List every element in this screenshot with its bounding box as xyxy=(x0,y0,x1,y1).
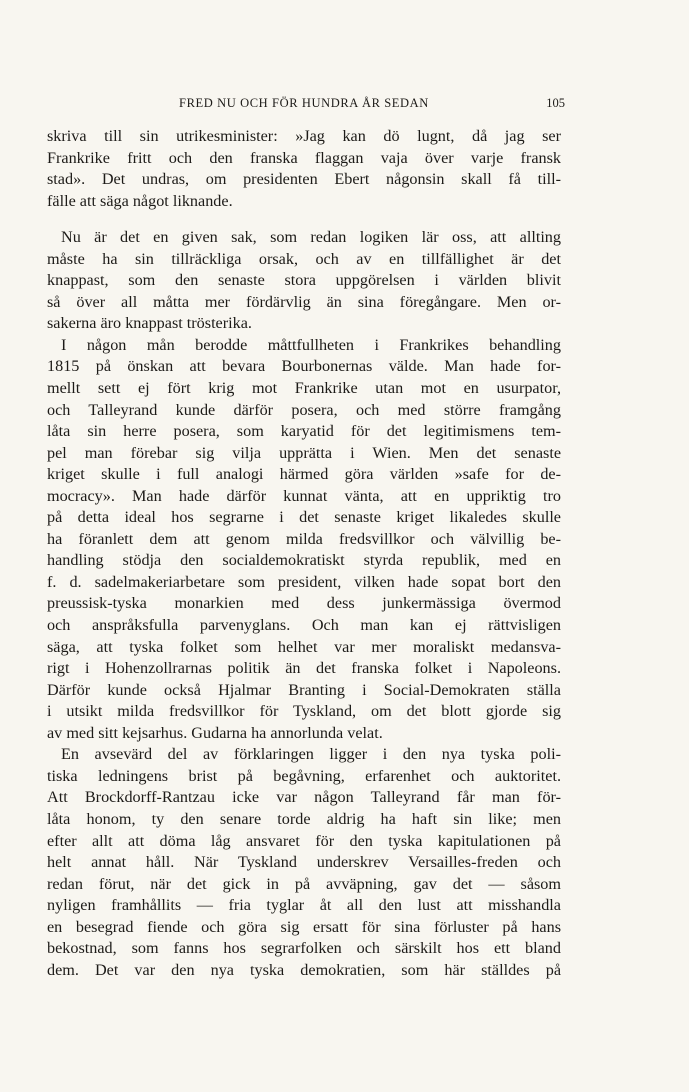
text-line: och Talleyrand kunde därför posera, och med större framgång xyxy=(47,400,561,419)
text-line: och anspråksfulla parvenyglans. Och man kan ej rättvisligen xyxy=(47,616,561,635)
paragraph-gap xyxy=(47,212,561,227)
text-line: Frankrike fritt och den franska flaggan vaja över varje fransk xyxy=(47,148,561,167)
text-line: låta honom, ty den senare torde aldrig ha haft sin like; men xyxy=(47,809,561,828)
page-header xyxy=(47,96,565,116)
text-line: en besegrad fiende och göra sig ersatt för sina förluster på hans xyxy=(47,917,561,936)
text-line: En avsevärd del av förklaringen ligger i den nya tyska poli- xyxy=(61,745,561,764)
paragraph xyxy=(47,335,561,744)
text-line: Att Brockdorff-Rantzau icke var någon Talleyrand får man för- xyxy=(47,788,561,807)
text-line: mellt sett ej fört krig mot Frankrike utan mot en usurpator, xyxy=(47,379,561,398)
text-line: dem. Det var den nya tyska demokratien, som här ställdes på xyxy=(47,960,561,979)
text-line: ha föranlett dem att genom milda fredsvillkor och välvillig be- xyxy=(47,529,561,548)
text-line: preussisk-tyska monarkien med dess junkermässiga övermod xyxy=(47,594,561,613)
text-line: helt annat håll. När Tyskland underskrev Versailles-freden och xyxy=(47,853,561,872)
text-line: f. d. sadelmakeriarbetare som president, vilken hade sopat bort den xyxy=(47,572,561,591)
text-line: Nu är det en given sak, som redan logiken lär oss, att allting xyxy=(61,228,561,247)
text-line: på detta ideal hos segrarne i det senaste kriget likaledes skulle xyxy=(47,508,561,527)
body-text xyxy=(47,126,561,981)
text-line: efter allt att döma låg ansvaret för den tyska kapitulationen på xyxy=(47,831,561,850)
text-line: kriget skulle i full analogi härmed göra världen »safe for de- xyxy=(47,465,561,484)
text-line: knappast, som den senaste stora uppgörelsen i världen blivit xyxy=(47,271,561,290)
text-line: stad». Det undras, om presidenten Ebert någonsin skall få till- xyxy=(47,170,561,189)
text-line: tiska ledningens brist på begåvning, erfarenhet och auktoritet. xyxy=(47,766,561,785)
text-line: nyligen framhållits — fria tyglar åt all den lust att misshandla xyxy=(47,896,561,915)
running-head: FRED NU OCH FÖR HUNDRA ÅR SEDAN xyxy=(179,96,429,110)
text-line: måste ha sin tillräckliga orsak, och av en tillfällighet är det xyxy=(47,249,561,268)
text-line: handling stödja den socialdemokratiskt styrda republik, med en xyxy=(47,551,561,570)
text-line: rigt i Hohenzollrarnas politik än det franska folket i Napoleons. xyxy=(47,659,561,678)
text-line: sakerna äro knappast trösterika. xyxy=(47,314,252,333)
text-line: skriva till sin utrikesminister: »Jag kan dö lugnt, då jag ser xyxy=(47,127,561,145)
text-line: mocracy». Man hade därför kunnat vänta, att en uppriktig tro xyxy=(47,486,561,505)
text-line: så över all måtta mer fördärvlig än sina föregångare. Men or- xyxy=(47,292,561,311)
text-line: bekostnad, som fanns hos segrarfolken och särskilt hos ett bland xyxy=(47,939,561,958)
text-line: i utsikt milda fredsvillkor för Tyskland, om det blott gjorde sig xyxy=(47,702,561,721)
text-line: säga, att tyska folket som helhet var mer moraliskt medansva- xyxy=(47,637,561,656)
text-line: 1815 på önskan att bevara Bourbonernas välde. Man hade for- xyxy=(47,357,561,376)
text-line: pel man förebar sig vilja upprätta i Wien. Men det senaste xyxy=(47,443,561,462)
text-line: I någon mån berodde måttfullheten i Frankrikes behandling xyxy=(61,335,561,354)
text-line: av med sitt kejsarhus. Gudarna ha annorlunda velat. xyxy=(47,723,383,742)
text-line: Därför kunde också Hjalmar Branting i Social-Demokraten ställa xyxy=(47,680,561,699)
text-line: redan förut, när det gick in på avväpning, gav det — såsom xyxy=(47,874,561,893)
text-line: låta sin herre posera, som karyatid för det legitimismens tem- xyxy=(47,422,561,441)
paragraph xyxy=(47,744,561,981)
paragraph xyxy=(47,126,561,212)
page-number: 105 xyxy=(546,96,565,110)
paragraph xyxy=(47,227,561,335)
text-line: fälle att säga något liknande. xyxy=(47,191,233,210)
